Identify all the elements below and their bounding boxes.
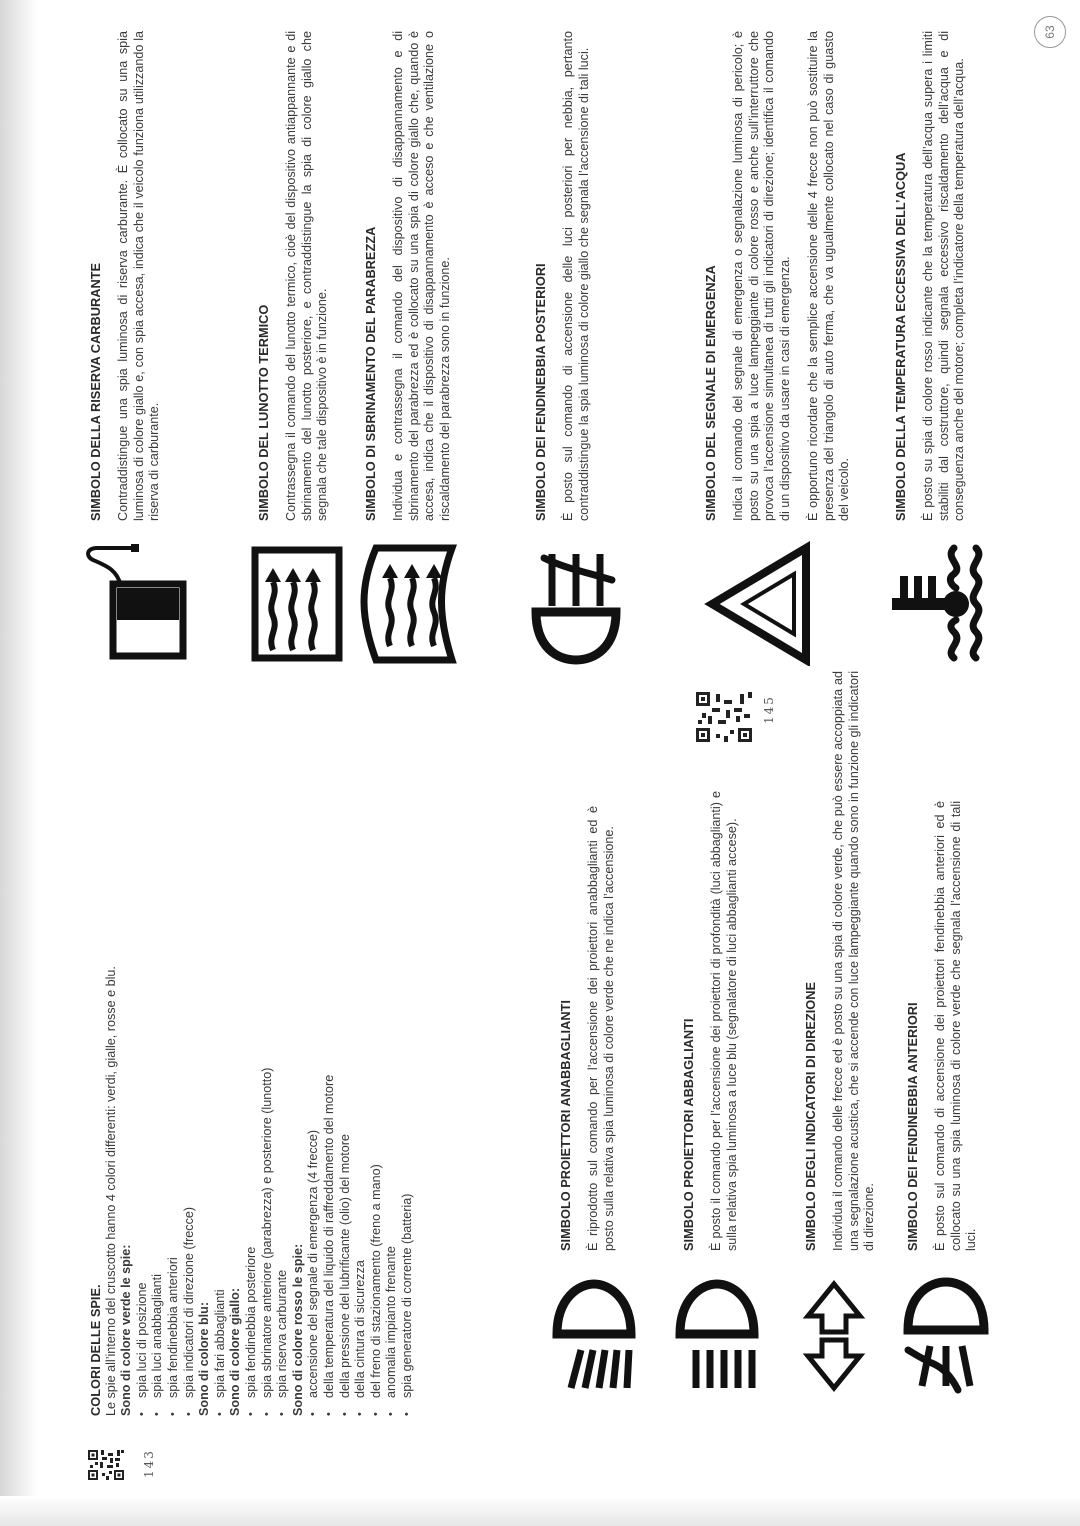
symbol-text-block (520, 31, 605, 521)
list-item: • del freno di stazionamento (freno a mano) (369, 716, 385, 1416)
list-item: • della temperatura del liquido di raffreddamento del motore (322, 716, 338, 1416)
list-item: • spia generatore di corrente (batteria) (400, 716, 416, 1416)
green-heading: Sono di colore verde le spie: (119, 1244, 134, 1416)
list-item: • spia fari abbaglianti (213, 716, 229, 1416)
colors-section (88, 716, 415, 1416)
list-item: • accensione del segnale di emergenza (4 frecce) (306, 716, 322, 1416)
symbol-text-block (880, 31, 981, 521)
circled-page-number: 63 (1034, 16, 1066, 48)
section-intro: Le spie all’interno del cruscotto hanno 4 colori differenti: verdi, gialle, rosse e blu. (103, 966, 118, 1416)
list-item: • spia sbrinatore anteriore (parabrezza) e posteriore (lunotto) (260, 716, 276, 1416)
green-list (135, 716, 197, 1416)
symbol-text-block (790, 671, 891, 1251)
symbol-entry-rear-fog (520, 26, 620, 666)
turn-signal-icon (794, 1276, 879, 1396)
symbol-text-block (668, 791, 753, 1251)
symbol-description: Indica il comando del segnale di emergenza o segnalazione luminosa di pericolo; è posto su una spia a luce lampeggiante di colore rosso e anche sull’interruttore che provoca l’accensione simultanea di tutti gli indicatori di direzione; identifica il comando di un dispositivo da usare in casi di emergenza. (731, 31, 792, 521)
symbol-text-block (243, 31, 344, 521)
hazard-triangle-icon (704, 541, 819, 666)
symbol-description: Individua e contrassegna il comando del dispositivo di disappannamento e di sbrinamento del parabrezza ed è collocato su una spia di colore giallo che, quando è accesa, indica che il dispositivo di disappannamento è acceso e che ventilazione o riscaldamento del parabrezza sono in funzione. (391, 31, 452, 521)
symbol-entry-windshield-defrost (350, 26, 460, 666)
symbol-entry-turn-signals (790, 671, 890, 1396)
symbol-title: SIMBOLO DEL SEGNALE DI EMERGENZA (702, 265, 718, 521)
qr-code-left (88, 1450, 124, 1480)
windshield-defrost-icon (356, 541, 471, 666)
symbol-entry-rear-defrost (243, 26, 343, 666)
high-beam-icon (672, 1276, 767, 1396)
page-number-right: 145 (762, 695, 776, 724)
fuel-pump-icon (81, 541, 196, 666)
qr-code-graphic (696, 692, 752, 742)
yellow-list (244, 716, 291, 1416)
symbol-title: SIMBOLO PROIETTORI ABBAGLIANTI (680, 1018, 696, 1251)
symbol-title: SIMBOLO DEL LUNOTTO TERMICO (255, 304, 271, 521)
low-beam-icon (549, 1276, 644, 1396)
symbol-description: È posto su spia di colore rosso indicante che la temperatura dell’acqua supera i limiti stabiliti dal costruttore, quindi segnala eccessivo riscaldamento dell’acqua e di conseguenza anche del motore; completa l’indicatore della temperatura dell’acqua. (921, 31, 967, 521)
list-item: • spia riserva carburante (275, 716, 291, 1416)
yellow-heading: Sono di colore giallo: (228, 1287, 243, 1416)
page-number-left: 143 (142, 1449, 156, 1478)
blue-heading: Sono di colore blu: (197, 1301, 212, 1416)
symbol-title: SIMBOLO DEGLI INDICATORI DI DIREZIONE (802, 982, 818, 1251)
symbol-description: È posto sul comando di accensione delle luci posteriori per nebbia, pertanto contraddistingue la spia luminosa di colore giallo che segnala l’accensione di tali luci. (561, 31, 591, 521)
list-item: • spia indicatori di direzione (frecce) (182, 716, 198, 1416)
symbol-description: È posto il comando per l’accensione dei proiettori di profondità (luci abbaglianti) e sulla relativa spia luminosa a luce blu (segnalatore di luci abbaglianti accese). (709, 791, 739, 1251)
symbol-text-block (75, 31, 176, 521)
qr-code-graphic (88, 1450, 124, 1480)
symbol-entry-front-fog (892, 796, 1002, 1396)
symbol-entry-high-beam (668, 791, 778, 1396)
symbol-entry-hazard (690, 26, 850, 666)
list-item: • della cintura di sicurezza (353, 716, 369, 1416)
red-heading: Sono di colore rosso le spie: (290, 1243, 305, 1416)
qr-code-right (696, 692, 752, 742)
symbol-description: È posto sul comando di accensione dei proiettori fendinebbia anteriori ed è collocato su una spia luminosa di colore verde che segnala l’accensione di tali luci. (933, 801, 979, 1251)
red-list (306, 716, 415, 1416)
symbol-description: È riprodotto sul comando per l’accensione dei proiettori anabbaglianti ed è posto sulla relativa spia luminosa di colore verde che ne indica l’accensione. (586, 806, 616, 1251)
blue-list (213, 716, 229, 1416)
section-title: COLORI DELLE SPIE. (88, 1284, 103, 1416)
symbol-note: È opportuno ricordare che la semplice accensione delle 4 frecce non può sostituire la presenza del triangolo di auto ferma, che va ugualmente collocato nel caso di guasto del veicolo. (806, 31, 852, 521)
list-item: • spia luci anabbaglianti (150, 716, 166, 1416)
front-fog-icon (896, 1276, 1001, 1396)
symbol-title: SIMBOLO PROIETTORI ANABBAGLIANTI (557, 1000, 573, 1251)
symbol-entry-low-beam (545, 796, 655, 1396)
symbol-entry-coolant-temp (880, 26, 990, 666)
coolant-temp-icon (882, 541, 997, 666)
symbol-title: SIMBOLO DI SBRINAMENTO DEL PARABREZZA (362, 226, 378, 521)
symbol-description: Contrassegna il comando del lunotto termico, cioè del dispositivo antiappannante e di sbrinamento del lunotto posteriore, e contraddistingue la spia di colore giallo che segnala che tale dispositivo è in funzione. (284, 31, 330, 521)
list-item: • spia fendinebbia posteriore (244, 716, 260, 1416)
symbol-description: Contraddistingue una spia luminosa di riserva carburante. È collocato su una spia luminosa di colore giallo e, con spia accesa, indica che il veicolo funziona utilizzando la riserva di carburante. (116, 31, 162, 521)
list-item: • spia luci di posizione (135, 716, 151, 1416)
rear-defrost-icon (247, 541, 352, 666)
symbol-title: SIMBOLO DELLA RISERVA CARBURANTE (87, 262, 103, 521)
list-item: • spia fendinebbia anteriori (166, 716, 182, 1416)
symbol-text-block (350, 31, 466, 521)
symbol-entry-fuel-reserve (75, 26, 175, 666)
symbol-text-block (892, 801, 993, 1251)
symbol-title: SIMBOLO DEI FENDINEBBIA ANTERIORI (904, 1002, 920, 1251)
rear-fog-icon (526, 541, 631, 666)
symbol-text-block (545, 806, 630, 1251)
list-item: • della pressione del lubrificante (olio) del motore (338, 716, 354, 1416)
symbol-title: SIMBOLO DELLA TEMPERATURA ECCESSIVA DELL’ACQUA (892, 152, 908, 521)
symbol-description: Individua il comando delle frecce ed è posto su una spia di colore verde, che può essere accoppiata ad una segnalazione acustica, che si accende con luce lampeggiante quando sono in funzione gli indicatori di direzione. (831, 671, 877, 1251)
symbol-title: SIMBOLO DEI FENDINEBBIA POSTERIORI (532, 263, 548, 521)
list-item: • anomalia impianto frenante (384, 716, 400, 1416)
symbol-text-block (690, 31, 866, 521)
